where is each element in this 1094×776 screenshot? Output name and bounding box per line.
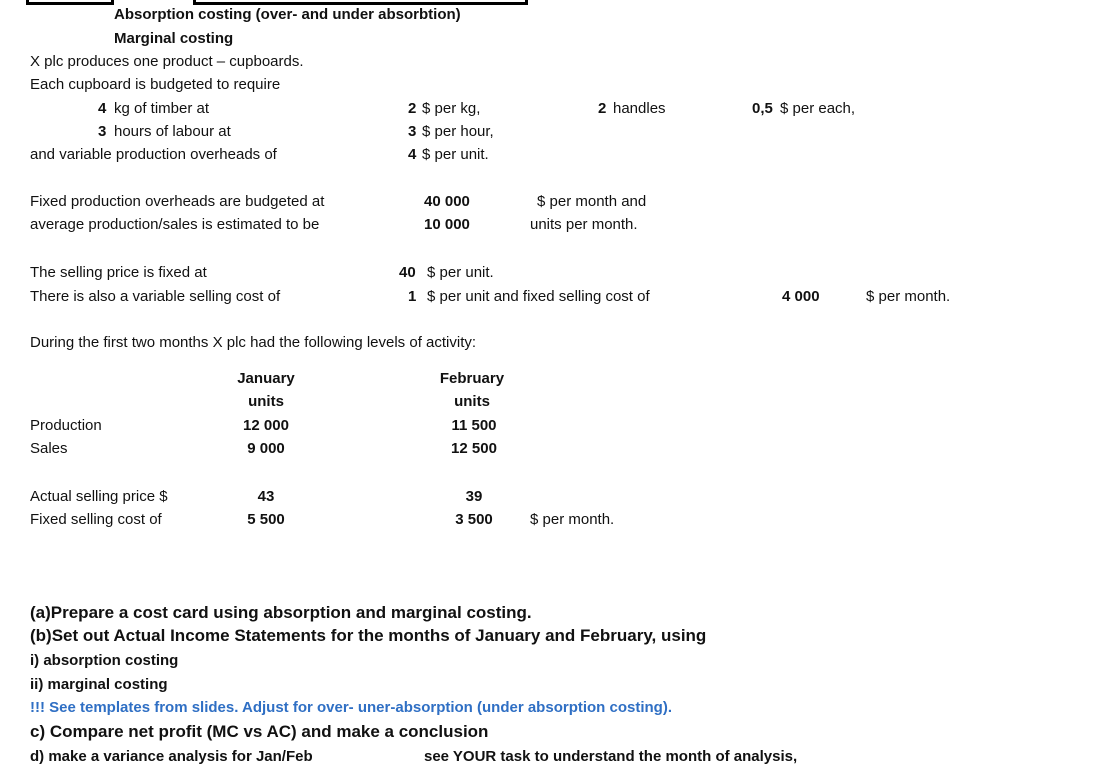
- col-units-january: units: [248, 393, 284, 410]
- selling-price-label: The selling price is fixed at: [30, 264, 207, 281]
- col-units-february: units: [454, 393, 490, 410]
- fixed-overheads-label: Fixed production overheads are budgeted at: [30, 193, 325, 210]
- row-sales-label: Sales: [30, 440, 68, 457]
- selling-price-value: 40: [399, 264, 416, 281]
- row-sales-jan: 9 000: [247, 440, 285, 457]
- variable-selling-value: 1: [408, 288, 417, 305]
- header-box-right: [193, 0, 528, 5]
- title-marginal: Marginal costing: [114, 30, 234, 47]
- actual-fixed-selling-feb: 3 500: [455, 511, 493, 528]
- task-d-note: see YOUR task to understand the month of analysis,: [424, 748, 798, 765]
- fixed-selling-unit: $ per month.: [866, 288, 951, 305]
- actual-price-jan: 43: [257, 488, 275, 505]
- row-production-label: Production: [30, 417, 102, 434]
- timber-rate: 2: [408, 100, 417, 117]
- row-production-jan: 12 000: [243, 417, 289, 434]
- handles-label: handles: [613, 100, 666, 117]
- row-production-feb: 11 500: [451, 417, 497, 434]
- task-b: (b)Set out Actual Income Statements for the months of January and February, using: [30, 626, 707, 645]
- task-a: (a)Prepare a cost card using absorption and marginal costing.: [30, 603, 532, 622]
- actual-fixed-selling-label: Fixed selling cost of: [30, 511, 162, 528]
- avg-production-unit: units per month.: [530, 216, 638, 233]
- handles-rate-unit: $ per each,: [780, 100, 856, 117]
- fixed-selling-value: 4 000: [782, 288, 820, 305]
- timber-label: kg of timber at: [114, 100, 210, 117]
- header-box-left: [26, 0, 114, 5]
- col-header-january: January: [237, 370, 295, 387]
- task-b-i: i) absorption costing: [30, 652, 179, 669]
- variable-selling-label: There is also a variable selling cost of: [30, 288, 281, 305]
- col-header-february: February: [439, 370, 505, 387]
- task-c: c) Compare net profit (MC vs AC) and make a conclusion: [30, 722, 489, 741]
- handles-rate: 0,5: [752, 100, 773, 117]
- actual-fixed-selling-jan: 5 500: [247, 511, 285, 528]
- variable-selling-unit: $ per unit and fixed selling cost of: [427, 288, 650, 305]
- labour-rate-unit: $ per hour,: [422, 123, 494, 140]
- actual-price-label: Actual selling price $: [30, 488, 168, 505]
- handles-qty: 2: [598, 100, 607, 117]
- intro-line-2: Each cupboard is budgeted to require: [30, 76, 281, 93]
- timber-rate-unit: $ per kg,: [422, 100, 481, 117]
- avg-production-value: 10 000: [424, 216, 470, 233]
- actual-price-feb: 39: [465, 488, 483, 505]
- task-note: !!! See templates from slides. Adjust for over- uner-absorption (under absorption costing).: [30, 699, 673, 716]
- intro-line-1: X plc produces one product – cupboards.: [30, 53, 304, 70]
- task-b-ii: ii) marginal costing: [30, 676, 168, 693]
- timber-qty: 4: [98, 100, 107, 117]
- row-sales-feb: 12 500: [451, 440, 497, 457]
- labour-label: hours of labour at: [114, 123, 231, 140]
- overheads-rate: 4: [408, 146, 417, 163]
- fixed-overheads-value: 40 000: [424, 193, 470, 210]
- task-d: d) make a variance analysis for Jan/Feb: [30, 748, 313, 765]
- avg-production-label: average production/sales is estimated to be: [30, 216, 320, 233]
- actual-fixed-selling-unit: $ per month.: [530, 511, 615, 528]
- title-absorption: Absorption costing (over- and under absorbtion): [114, 6, 461, 23]
- activity-intro: During the first two months X plc had the following levels of activity:: [30, 334, 477, 351]
- labour-qty: 3: [98, 123, 107, 140]
- selling-price-unit: $ per unit.: [427, 264, 494, 281]
- overheads-label: and variable production overheads of: [30, 146, 277, 163]
- overheads-rate-unit: $ per unit.: [422, 146, 489, 163]
- labour-rate: 3: [408, 123, 417, 140]
- fixed-overheads-unit: $ per month and: [537, 193, 647, 210]
